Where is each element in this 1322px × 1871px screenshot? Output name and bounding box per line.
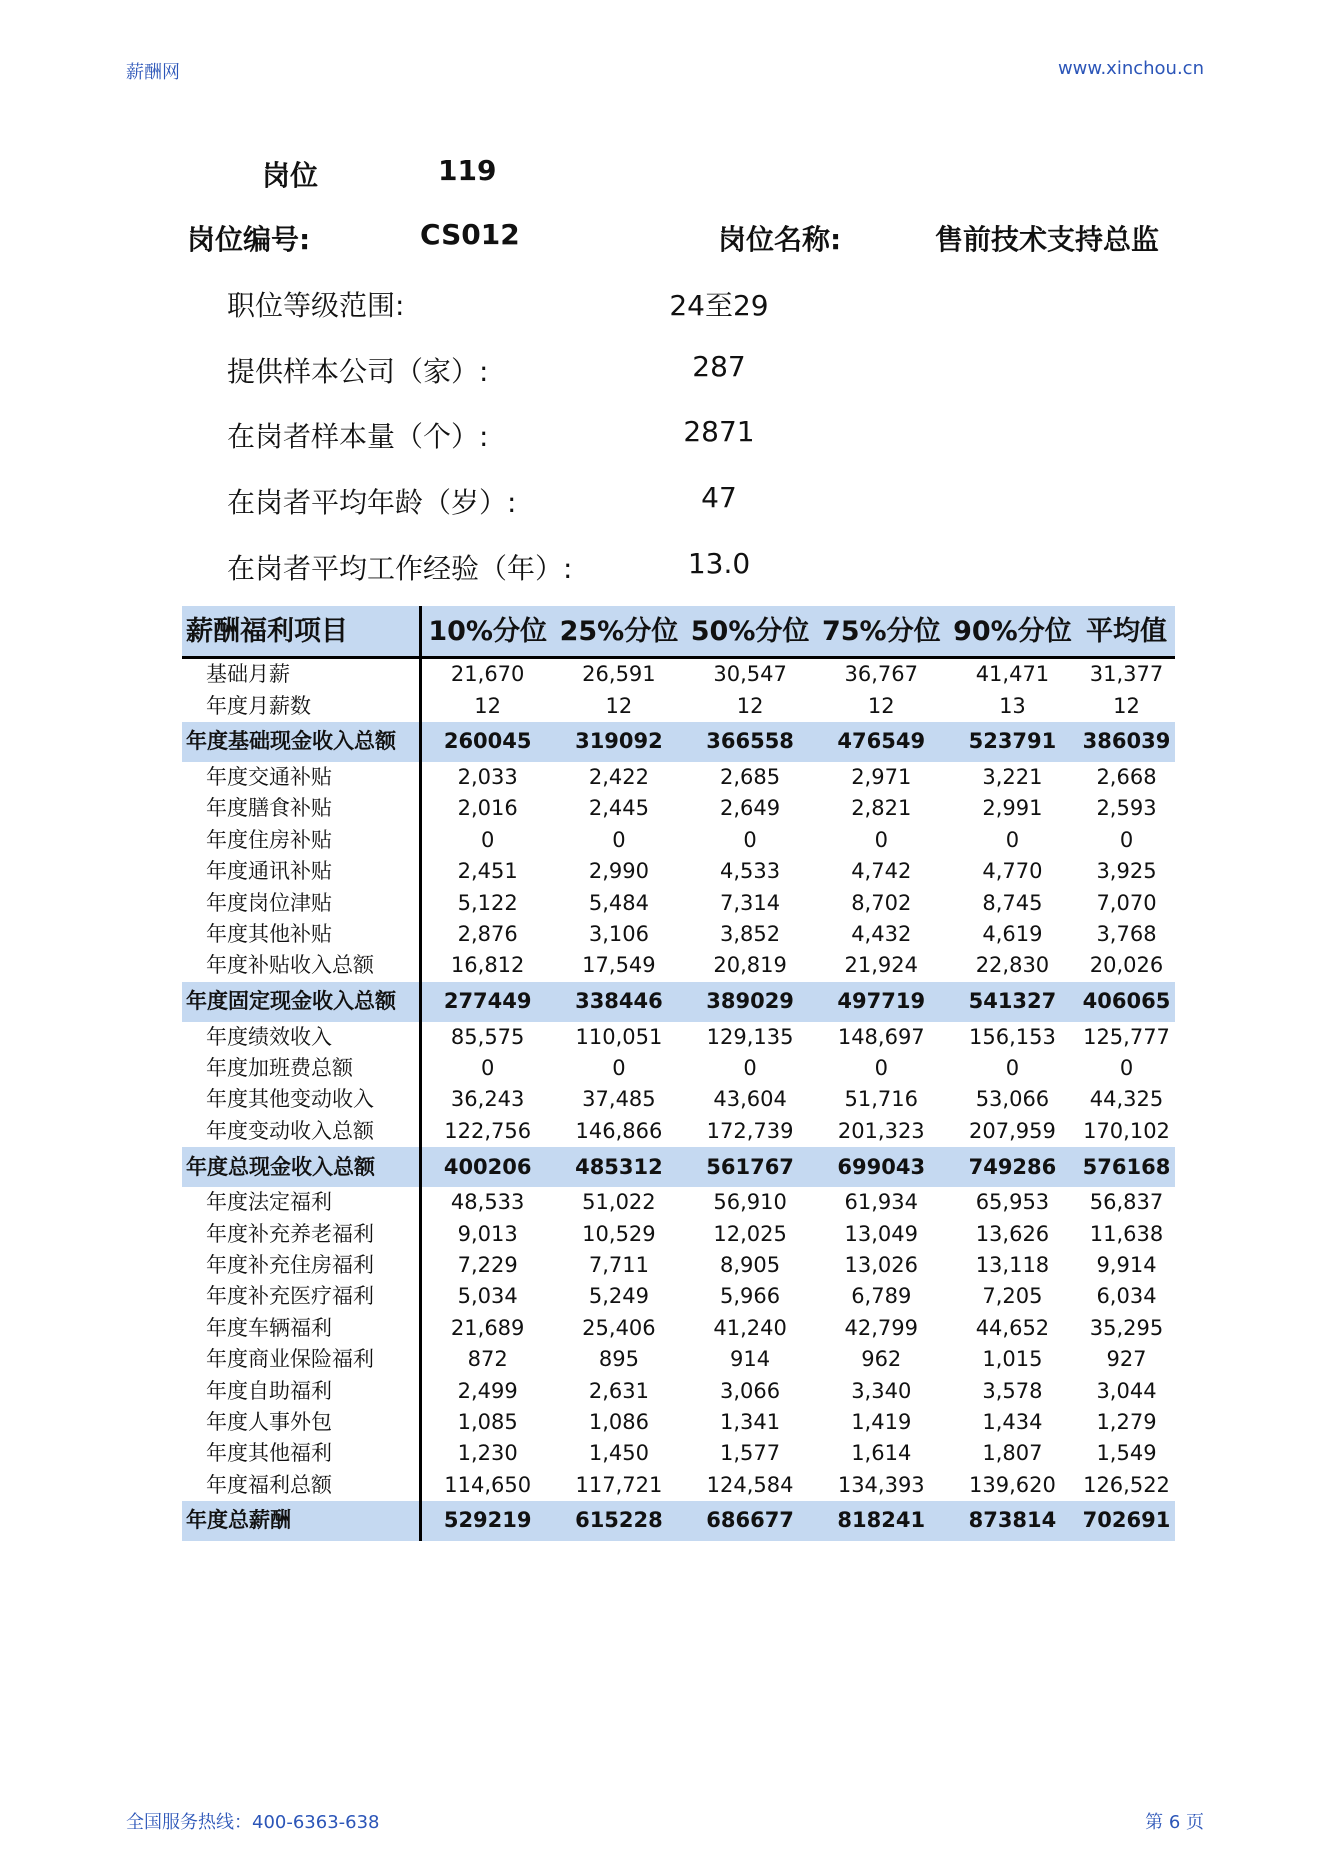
table-row [182, 1375, 1175, 1406]
row-value: 523791 [947, 722, 1078, 762]
table-row [182, 919, 1175, 950]
row-value: 1,419 [851, 1410, 912, 1434]
row-value: 2,016 [457, 796, 518, 821]
table-row [182, 1470, 1175, 1501]
row-value: 12 [867, 693, 895, 718]
row-value: 0 [743, 1056, 757, 1081]
row-value: 0 [1119, 827, 1134, 852]
site-name: 薪酬网 [126, 62, 180, 83]
row-label: 年度商业保险福利 [182, 1344, 421, 1375]
info-label-grade: 职位等级范围: [227, 289, 405, 322]
row-value: 7,070 [1096, 890, 1157, 915]
row-label: 年度固定现金收入总额 [182, 982, 421, 1022]
row-label: 年度绩效收入 [182, 1022, 421, 1053]
info-value-grade: 24至29 [669, 289, 769, 322]
row-value: 13,026 [844, 1253, 918, 1278]
row-value: 134,393 [837, 1472, 925, 1497]
row-value: 4,432 [851, 921, 912, 946]
row-value: 35,295 [1089, 1315, 1164, 1340]
row-value: 56,910 [713, 1190, 787, 1215]
row-value: 43,604 [713, 1087, 787, 1112]
row-value: 22,830 [975, 953, 1050, 978]
row-label: 年度其他变动收入 [182, 1084, 421, 1115]
row-value: 12 [605, 693, 633, 718]
position-label: 岗位 [262, 159, 319, 192]
row-value: 3,578 [982, 1378, 1043, 1403]
info-value-samples: 2871 [683, 415, 755, 448]
row-value: 20,819 [713, 953, 787, 978]
row-value: 12 [736, 693, 764, 718]
row-value: 13,049 [844, 1221, 918, 1246]
table-row [182, 658, 1175, 691]
row-value: 895 [598, 1347, 639, 1372]
position-code-label: 岗位编号: [187, 223, 311, 256]
row-value: 53,066 [975, 1087, 1050, 1112]
row-value: 156,153 [969, 1024, 1056, 1049]
row-value: 117,721 [575, 1472, 663, 1497]
row-value: 10,529 [582, 1221, 656, 1246]
row-value: 125,777 [1083, 1024, 1170, 1049]
row-value: 872 [467, 1347, 508, 1372]
row-value: 16,812 [450, 953, 525, 978]
row-label: 年度车辆福利 [182, 1313, 421, 1344]
row-label: 年度膳食补贴 [182, 793, 421, 824]
row-value: 44,652 [975, 1315, 1050, 1340]
table-row [182, 1344, 1175, 1375]
row-value: 3,106 [588, 921, 649, 946]
row-value: 13,626 [975, 1221, 1050, 1246]
row-value: 400206 [421, 1147, 554, 1187]
table-row [182, 825, 1175, 856]
table-row [182, 856, 1175, 887]
row-value: 51,716 [844, 1087, 918, 1112]
row-value: 2,991 [982, 796, 1043, 821]
row-value: 1,230 [457, 1441, 518, 1466]
row-value: 476549 [816, 722, 947, 762]
row-label: 年度总现金收入总额 [182, 1147, 421, 1187]
row-value: 2,649 [720, 796, 781, 821]
info-label-experience: 在岗者平均工作经验（年）: [227, 552, 573, 585]
row-value: 25,406 [582, 1315, 656, 1340]
row-value: 13,118 [975, 1253, 1050, 1278]
table-row [182, 1218, 1175, 1249]
table-summary-row [182, 722, 1175, 762]
row-value: 12,025 [713, 1221, 787, 1246]
position-name-label: 岗位名称: [718, 223, 842, 256]
row-value: 11,638 [1089, 1221, 1164, 1246]
table-row [182, 1084, 1175, 1115]
row-value: 139,620 [969, 1472, 1056, 1497]
table-row [182, 1022, 1175, 1053]
row-value: 17,549 [582, 953, 656, 978]
row-value: 51,022 [582, 1190, 656, 1215]
row-value: 65,953 [975, 1190, 1050, 1215]
row-value: 7,229 [457, 1253, 518, 1278]
row-value: 20,026 [1089, 953, 1164, 978]
row-value: 615228 [553, 1501, 684, 1541]
row-value: 2,631 [588, 1378, 649, 1403]
row-label: 基础月薪 [182, 658, 421, 691]
row-label: 年度其他补贴 [182, 919, 421, 950]
row-value: 12 [1113, 693, 1140, 718]
table-summary-row [182, 1501, 1175, 1541]
table-row [182, 690, 1175, 721]
info-label-companies: 提供样本公司（家）: [227, 355, 489, 388]
row-value: 1,086 [588, 1410, 649, 1434]
row-value: 277449 [421, 982, 554, 1022]
row-label: 年度变动收入总额 [182, 1116, 421, 1147]
row-label: 年度补充养老福利 [182, 1218, 421, 1249]
row-value: 338446 [553, 982, 684, 1022]
row-value: 2,971 [851, 764, 912, 789]
row-value: 319092 [553, 722, 684, 762]
row-value: 8,745 [982, 890, 1043, 915]
row-value: 61,934 [844, 1190, 918, 1215]
row-value: 30,547 [713, 662, 787, 687]
row-value: 5,484 [588, 890, 649, 915]
row-value: 26,591 [582, 662, 656, 687]
row-value: 0 [612, 1056, 626, 1081]
row-value: 3,852 [720, 921, 781, 946]
row-value: 3,221 [982, 764, 1043, 789]
row-value: 0 [612, 827, 626, 852]
header-item: 薪酬福利项目 [182, 606, 421, 658]
row-value: 8,702 [851, 890, 912, 915]
salary-table [182, 606, 1175, 1541]
row-value: 0 [874, 1056, 888, 1081]
row-label: 年度住房补贴 [182, 825, 421, 856]
row-value: 4,533 [720, 859, 781, 884]
row-value: 561767 [685, 1147, 816, 1187]
table-row [182, 1116, 1175, 1147]
row-value: 2,990 [588, 859, 649, 884]
row-value: 686677 [685, 1501, 816, 1541]
row-value: 0 [480, 1056, 495, 1081]
row-value: 0 [1119, 1056, 1134, 1081]
hotline: 全国服务热线：400-6363-638 [126, 1812, 380, 1833]
header-p90: 90%分位 [947, 606, 1078, 658]
table-row [182, 1281, 1175, 1312]
row-value: 85,575 [450, 1024, 525, 1049]
row-label: 年度补充住房福利 [182, 1250, 421, 1281]
row-value: 148,697 [837, 1024, 925, 1049]
row-value: 389029 [685, 982, 816, 1022]
row-value: 406065 [1078, 982, 1175, 1022]
table-row [182, 1250, 1175, 1281]
row-label: 年度自助福利 [182, 1375, 421, 1406]
row-label: 年度总薪酬 [182, 1501, 421, 1541]
row-value: 110,051 [575, 1024, 663, 1049]
row-value: 4,619 [982, 921, 1043, 946]
row-value: 2,033 [457, 764, 518, 789]
row-label: 年度交通补贴 [182, 762, 421, 793]
row-value: 3,768 [1096, 921, 1157, 946]
row-value: 36,243 [450, 1087, 525, 1112]
table-row [182, 1053, 1175, 1084]
row-value: 13 [999, 693, 1026, 718]
row-value: 36,767 [844, 662, 918, 687]
row-value: 2,668 [1096, 764, 1157, 789]
row-value: 260045 [421, 722, 554, 762]
row-value: 41,240 [713, 1315, 787, 1340]
header-avg: 平均值 [1078, 606, 1175, 658]
table-summary-row [182, 982, 1175, 1022]
site-url[interactable]: www.xinchou.cn [1057, 58, 1204, 79]
row-value: 1,279 [1096, 1410, 1157, 1434]
row-value: 497719 [816, 982, 947, 1022]
page-number: 第 6 页 [1145, 1812, 1204, 1833]
row-value: 914 [730, 1347, 771, 1372]
row-value: 4,770 [982, 859, 1043, 884]
row-value: 5,966 [720, 1284, 781, 1309]
info-label-samples: 在岗者样本量（个）: [227, 420, 489, 453]
row-value: 485312 [553, 1147, 684, 1187]
row-value: 699043 [816, 1147, 947, 1187]
row-value: 170,102 [1083, 1118, 1170, 1143]
row-value: 129,135 [706, 1024, 794, 1049]
row-value: 4,742 [851, 859, 912, 884]
row-label: 年度福利总额 [182, 1470, 421, 1501]
table-row [182, 1187, 1175, 1218]
row-label: 年度加班费总额 [182, 1053, 421, 1084]
row-value: 702691 [1078, 1501, 1175, 1541]
row-value: 2,821 [851, 796, 912, 821]
row-value: 1,807 [982, 1441, 1043, 1466]
row-value: 146,866 [575, 1118, 663, 1143]
row-value: 8,905 [720, 1253, 781, 1278]
row-value: 962 [861, 1347, 902, 1372]
row-value: 7,314 [720, 890, 781, 915]
row-value: 6,789 [851, 1284, 912, 1309]
row-value: 44,325 [1089, 1087, 1164, 1112]
row-label: 年度法定福利 [182, 1187, 421, 1218]
row-value: 529219 [421, 1501, 554, 1541]
header-p75: 75%分位 [816, 606, 947, 658]
row-value: 1,450 [588, 1441, 649, 1466]
row-value: 1,015 [982, 1347, 1043, 1372]
row-label: 年度其他福利 [182, 1438, 421, 1469]
row-value: 5,034 [457, 1284, 518, 1309]
row-value: 927 [1106, 1347, 1147, 1372]
row-value: 0 [874, 827, 888, 852]
row-value: 3,925 [1096, 859, 1157, 884]
row-value: 1,434 [982, 1410, 1043, 1434]
table-row [182, 793, 1175, 824]
info-value-age: 47 [701, 481, 737, 514]
row-label: 年度基础现金收入总额 [182, 722, 421, 762]
info-label-age: 在岗者平均年龄（岁）: [227, 486, 517, 519]
row-value: 541327 [947, 982, 1078, 1022]
row-value: 366558 [685, 722, 816, 762]
table-row [182, 950, 1175, 981]
row-value: 0 [1005, 1056, 1020, 1081]
row-value: 124,584 [706, 1472, 794, 1497]
row-value: 2,876 [457, 921, 518, 946]
row-value: 1,577 [720, 1441, 781, 1466]
row-value: 2,499 [457, 1378, 518, 1403]
table-row [182, 887, 1175, 918]
header-p10: 10%分位 [421, 606, 554, 658]
table-row [182, 1313, 1175, 1344]
row-value: 21,924 [844, 953, 918, 978]
row-value: 0 [480, 827, 495, 852]
row-value: 7,205 [982, 1284, 1043, 1309]
row-value: 56,837 [1089, 1190, 1164, 1215]
row-value: 42,799 [844, 1315, 918, 1340]
row-value: 9,013 [457, 1221, 518, 1246]
row-label: 年度通讯补贴 [182, 856, 421, 887]
row-value: 21,689 [450, 1315, 525, 1340]
info-value-experience: 13.0 [687, 547, 751, 580]
info-value-companies: 287 [692, 350, 746, 383]
row-value: 126,522 [1083, 1472, 1170, 1497]
table-row [182, 1407, 1175, 1438]
row-label: 年度人事外包 [182, 1407, 421, 1438]
row-value: 48,533 [450, 1190, 525, 1215]
row-value: 172,739 [706, 1118, 794, 1143]
row-value: 873814 [947, 1501, 1078, 1541]
row-value: 818241 [816, 1501, 947, 1541]
row-value: 2,422 [588, 764, 649, 789]
row-value: 749286 [947, 1147, 1078, 1187]
row-value: 576168 [1078, 1147, 1175, 1187]
row-value: 9,914 [1096, 1253, 1157, 1278]
row-value: 3,044 [1096, 1378, 1157, 1403]
row-value: 2,685 [720, 764, 781, 789]
position-code: CS012 [420, 218, 520, 251]
header-p25: 25%分位 [553, 606, 684, 658]
table-row [182, 1438, 1175, 1469]
row-label: 年度补充医疗福利 [182, 1281, 421, 1312]
row-value: 2,593 [1096, 796, 1157, 821]
row-value: 1,341 [720, 1410, 781, 1434]
row-value: 2,445 [588, 796, 649, 821]
row-value: 207,959 [969, 1118, 1056, 1143]
row-value: 1,085 [457, 1410, 518, 1434]
position-name: 售前技术支持总监 [935, 223, 1160, 256]
row-value: 1,614 [851, 1441, 912, 1466]
row-value: 41,471 [975, 662, 1050, 687]
row-label: 年度补贴收入总额 [182, 950, 421, 981]
row-value: 386039 [1078, 722, 1175, 762]
row-value: 1,549 [1096, 1441, 1157, 1466]
row-label: 年度月薪数 [182, 690, 421, 721]
row-value: 122,756 [444, 1118, 532, 1143]
row-value: 3,340 [851, 1378, 912, 1403]
row-value: 5,122 [457, 890, 518, 915]
row-value: 0 [743, 827, 757, 852]
row-value: 7,711 [588, 1253, 649, 1278]
header-p50: 50%分位 [685, 606, 816, 658]
row-value: 37,485 [582, 1087, 656, 1112]
position-number: 119 [438, 154, 497, 187]
row-label: 年度岗位津贴 [182, 887, 421, 918]
row-value: 114,650 [444, 1472, 532, 1497]
row-value: 201,323 [837, 1118, 925, 1143]
row-value: 31,377 [1089, 662, 1164, 687]
row-value: 2,451 [457, 859, 518, 884]
table-row [182, 762, 1175, 793]
table-summary-row [182, 1147, 1175, 1187]
salary-table-body [182, 606, 1175, 1541]
row-value: 5,249 [588, 1284, 649, 1309]
row-value: 0 [1005, 827, 1020, 852]
row-value: 3,066 [720, 1378, 781, 1403]
row-value: 6,034 [1096, 1284, 1157, 1309]
table-header-row [182, 606, 1175, 658]
row-value: 12 [474, 693, 502, 718]
row-value: 21,670 [450, 662, 525, 687]
